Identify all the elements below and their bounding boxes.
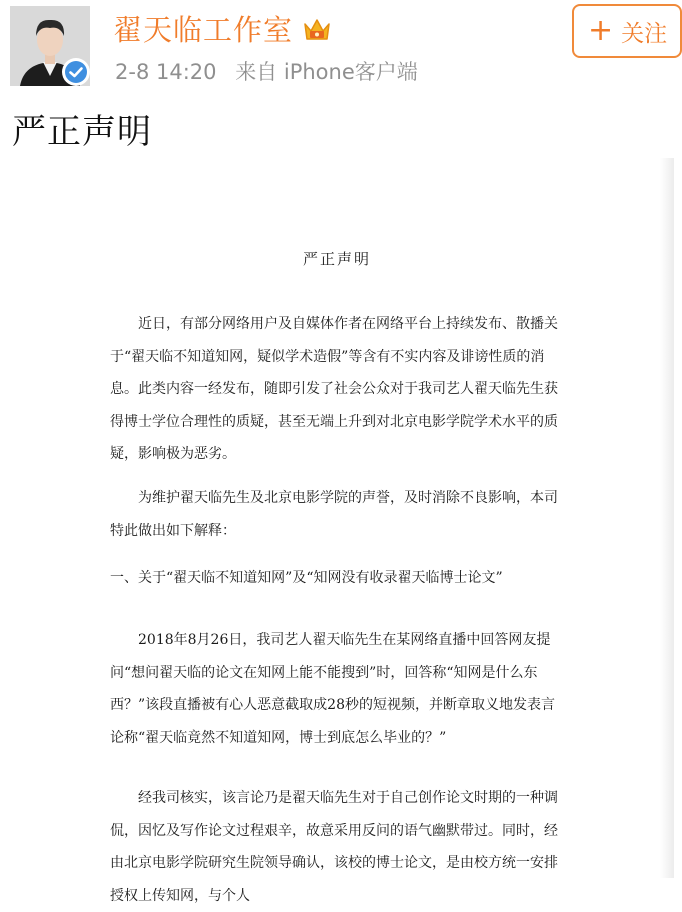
document-title: 严正声明 [302, 250, 371, 268]
follow-button[interactable] [572, 4, 682, 58]
post-text: 严正声明 [12, 112, 152, 152]
vip-crown-icon[interactable] [301, 14, 333, 46]
author-row [113, 10, 333, 50]
post-source: 来自 iPhone客户端 [235, 60, 418, 84]
post-header [0, 0, 674, 100]
document-paragraph: 近日，有部分网络用户及自媒体作者在网络平台上持续发布、散播关于“翟天临不知道知网，疑似学术造假”等含有不实内容及诽谤性质的消息。此类内容一经发布，随即引发了社会公众对于我司艺人翟天临先生获得博士学位合理性的质疑，甚至无端上升到对北京电影学院学术水平的质疑，影响极为恶劣。 [110, 316, 558, 462]
plus-icon: + [588, 13, 614, 48]
document-paragraph: 2018年8月26日，我司艺人翟天临先生在某网络直播中回答网友提问“想问翟天临的论文在知网上能不能搜到”时，回答称“知网是什么东西？”该段直播被有心人恶意截取成28秒的短视频，并断章取义地发表言论称“翟天临竟然不知道知网，博士到底怎么毕业的？” [110, 632, 555, 746]
verified-badge-icon [62, 58, 90, 86]
document-paragraph: 为维护翟天临先生及北京电影学院的声誉，及时消除不良影响，本司特此做出如下解释： [110, 490, 558, 539]
post-meta [115, 57, 418, 87]
follow-label: 关注 [621, 20, 668, 47]
document-paragraph: 经我司核实，该言论乃是翟天临先生对于自己创作论文时期的一种调侃，因忆及写作论文过程艰辛，故意采用反问的语气幽默带过。同时，经由北京电影学院研究生院领导确认，该校的博士论文，是由校方统一安排授权上传知网，与个人 [110, 790, 558, 904]
author-name[interactable]: 翟天临工作室 [113, 13, 294, 47]
statement-image[interactable] [0, 158, 674, 904]
document-section-heading: 一、关于“翟天临不知道知网”及“知网没有收录翟天临博士论文” [110, 570, 503, 586]
post-time: 2-8 14:20 [115, 60, 217, 84]
